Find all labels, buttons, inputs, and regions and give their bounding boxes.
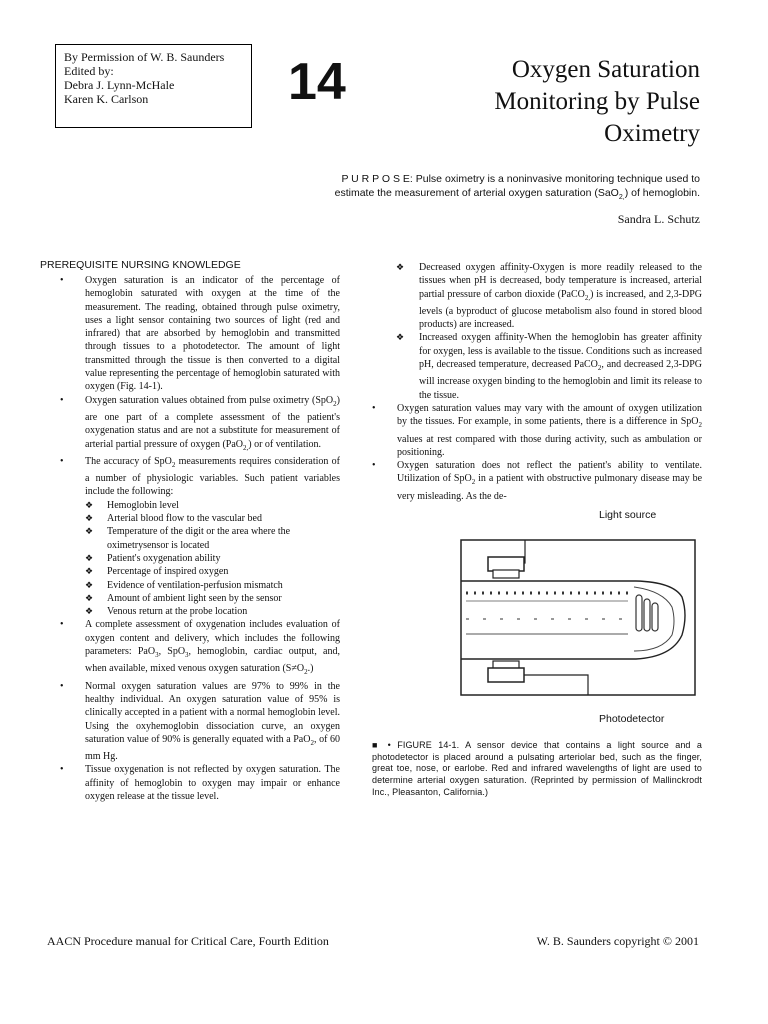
bullet-list	[372, 402, 702, 503]
diamond-bullet-icon: ❖	[85, 526, 94, 537]
footer-right: W. B. Saunders copyright © 2001	[536, 934, 699, 948]
diamond-bullet-icon: ❖	[85, 606, 94, 617]
permission-line: Karen K. Carlson	[64, 92, 149, 106]
variable-list	[85, 499, 340, 619]
item-text: Percentage of inspired oxygen	[107, 566, 229, 578]
item-text: Patient's oxygenation ability	[107, 552, 221, 564]
list-item	[372, 261, 702, 331]
item-text: The accuracy of SpO	[85, 455, 172, 467]
photodetector-wire	[524, 675, 588, 695]
bullet-icon: •	[60, 394, 64, 406]
purpose-label: P U R P O S E:	[341, 173, 413, 185]
diamond-bullet-icon: ❖	[85, 566, 94, 577]
right-column	[372, 261, 702, 503]
item-text: , of 60 mm Hg.	[85, 733, 340, 763]
bullet-icon: •	[60, 275, 64, 286]
list-item	[372, 331, 702, 401]
purpose-text: Pulse oximetry is a noninvasive monitoring technique used to	[412, 173, 700, 185]
list-item	[85, 605, 340, 618]
list-item	[40, 618, 340, 679]
list-item	[372, 459, 702, 503]
list-item	[85, 552, 340, 565]
list-item	[85, 512, 340, 525]
bullet-icon: •	[60, 764, 64, 776]
diamond-bullet-icon: ❖	[85, 592, 94, 603]
purpose-statement	[300, 172, 700, 205]
pulse-oximeter-sensor-diagram	[458, 535, 698, 700]
subscript: 3	[155, 651, 159, 660]
item-text: Oxygen saturation values may vary with the amount of oxygen utilization by the tissues. For example, in some patients, there is a difference in SpO	[397, 402, 702, 428]
item-text: Oxygen saturation does not reflect the patient's ability to ventilate. Utilization of SpO	[397, 460, 702, 485]
item-text: Oxygen saturation is an indicator of the percentage of hemoglobin saturated with oxygen at the time of the measurement. The reading, obtained through pulse oximetry, uses a light sensor containing two sources of light (red and infrared) that are absorbed by hemoglobin and transmitted through tissues to a photodetector. The amount of light transmitted through the tissue is then converted to a digital value representing the percentage of hemoglobin saturated with oxygen (Fig. 14-1).	[85, 275, 340, 393]
subscript: 2	[333, 399, 337, 408]
diamond-bullet-icon: ❖	[85, 579, 94, 590]
list-item	[85, 579, 340, 592]
bullet-icon: •	[60, 455, 64, 467]
item-text: ) are one part of a complete assessment of the patient's oxygenation status and are not a substitute for measurement of arterial partial pressure of oxygen (PaO	[85, 394, 340, 450]
item-text: values at rest compared with those during activity, such as ambulation or positioning.	[397, 433, 702, 458]
purpose-text: ) of hemoglobin.	[624, 187, 700, 199]
subscript: 2	[310, 738, 314, 747]
list-item	[372, 402, 702, 459]
photodetector-label: Photodetector	[599, 713, 665, 725]
item-text: A complete assessment of oxygenation includes evaluation of oxygen content and delivery, which includes the following parameters: PaO	[85, 619, 340, 658]
permission-line: By Permission of W. B. Saunders	[64, 50, 225, 64]
diamond-bullet-icon: ❖	[85, 499, 94, 510]
section-heading: PREREQUISITE NURSING KNOWLEDGE	[40, 259, 241, 271]
subscript: 3	[185, 651, 189, 660]
bullet-icon: •	[60, 619, 64, 631]
author: Sandra L. Schutz	[617, 212, 700, 226]
list-item	[40, 763, 340, 803]
item-text: , and decreased 2,3-DPG will increase oxygen binding to the hemoglobin and limit its release to the tissue.	[419, 359, 702, 401]
permission-box	[55, 44, 252, 128]
item-text: Arterial blood flow to the vascular bed	[107, 513, 262, 525]
diamond-bullet-icon: ❖	[85, 552, 94, 563]
item-text: , hemoglobin, cardiac output, and, when available, mixed venous oxygen saturation (S≠O	[85, 646, 340, 675]
item-text: Temperature of the digit or the area where the oximetrysensor is located	[107, 526, 291, 551]
capillary-loops	[636, 595, 658, 631]
footer-left: AACN Procedure manual for Critical Care, Fourth Edition	[47, 934, 329, 948]
subscript: 2,	[243, 443, 249, 452]
chapter-title-line: Oximetry	[604, 120, 700, 147]
list-item	[40, 394, 340, 455]
nail-bed	[634, 587, 674, 651]
item-text: Increased oxygen affinity-When the hemoglobin has greater affinity for oxygen, less is available to the tissue. Conditions such as increased pH, decreased temperature, decreased PaCO	[419, 332, 702, 371]
list-item	[85, 525, 340, 552]
capillary-loop	[644, 599, 650, 631]
figure-caption	[372, 740, 702, 799]
item-text: in a patient with obstructive pulmonary disease may be very misleading. As the de-	[397, 473, 703, 502]
bullet-icon: •	[60, 680, 64, 692]
item-text: measurements requires consideration of a number of physiologic variables. Such patient variables include the following:	[85, 455, 340, 498]
item-text: , SpO	[158, 646, 186, 658]
bullet-icon: •	[372, 460, 376, 472]
item-text: .)	[307, 663, 314, 675]
item-text: ) or of ventilation.	[248, 438, 322, 450]
chapter-title-line: Oxygen Saturation	[511, 56, 700, 83]
subscript: 2	[171, 460, 176, 469]
bullet-list	[40, 274, 340, 803]
chapter-title-line: Monitoring by Pulse	[494, 88, 700, 115]
light-source-label: Light source	[599, 509, 657, 521]
subscript: 2,	[618, 194, 625, 202]
light-source-housing	[488, 557, 524, 571]
left-column	[40, 259, 340, 803]
subscript: 2	[471, 478, 476, 487]
item-text: Venous return at the probe location	[107, 606, 248, 618]
subscript: 2	[698, 421, 702, 430]
chapter-title	[440, 54, 700, 150]
item-text: Normal oxygen saturation values are 97% to 99% in the healthy individual. An oxygen saturation value of 95% is clinically accepted in a patient with a normal hemoglobin level. Using the oxyhemoglobin dissociation curve, an oxygen saturation value of 90% is generally equated with a PaO	[85, 680, 340, 745]
capillary-loop	[652, 603, 658, 631]
bullet-icon: •	[372, 402, 376, 414]
subscript: 2	[597, 364, 602, 373]
diamond-bullet-icon: ❖	[396, 332, 405, 343]
item-text: Tissue oxygenation is not reflected by oxygen saturation. The affinity of hemoglobin to oxygen may impair or enhance oxygen release at the tissue level.	[85, 764, 340, 802]
item-text: Oxygen saturation values obtained from pulse oximetry (SpO	[85, 394, 334, 406]
diamond-bullet-icon: ❖	[85, 513, 94, 524]
subscript: 2	[304, 668, 308, 677]
capillary-loop	[636, 595, 642, 631]
list-item	[85, 592, 340, 605]
chapter-number: 14	[288, 53, 346, 111]
caption-text: FIGURE 14-1. A sensor device that contains a light source and a photodetector is placed around a pulsating arteriolar bed, such as the finger, great toe, nose, or earlobe. Red and infrared wavelengths of light are used to determine arterial oxygen saturation. (Reprinted by permission of Mallinckrodt Inc., Pleasanton, California.)	[372, 740, 703, 797]
light-source-emitter	[493, 570, 519, 578]
list-item	[40, 455, 340, 619]
item-text: Decreased oxygen affinity-Oxygen is more readily released to the tissues when pH is decreased, body temperature is increased, arterial partial pressure of carbon dioxide (PaCO	[419, 262, 702, 300]
permission-line: Edited by:	[64, 64, 114, 78]
list-item	[85, 565, 340, 578]
diamond-bullet-icon: ❖	[396, 262, 405, 272]
subscript: 2,	[584, 293, 591, 302]
list-item	[85, 499, 340, 512]
item-text: Hemoglobin level	[107, 499, 179, 511]
permission-line: Debra J. Lynn-McHale	[64, 78, 175, 92]
affinity-list	[372, 261, 702, 402]
item-text: ) is increased, and 2,3-DPG levels (a byproduct of glucose metabolism also found in stored blood products) are increased.	[419, 288, 702, 331]
item-text: Amount of ambient light seen by the sensor	[107, 592, 282, 604]
purpose-text: estimate the measurement of arterial oxygen saturation (SaO	[334, 187, 619, 199]
photodetector-housing	[488, 668, 524, 682]
caption-marker: ■ •	[372, 740, 391, 750]
list-item	[40, 274, 340, 394]
item-text: Evidence of ventilation-perfusion mismatch	[107, 579, 283, 591]
list-item	[40, 680, 340, 764]
